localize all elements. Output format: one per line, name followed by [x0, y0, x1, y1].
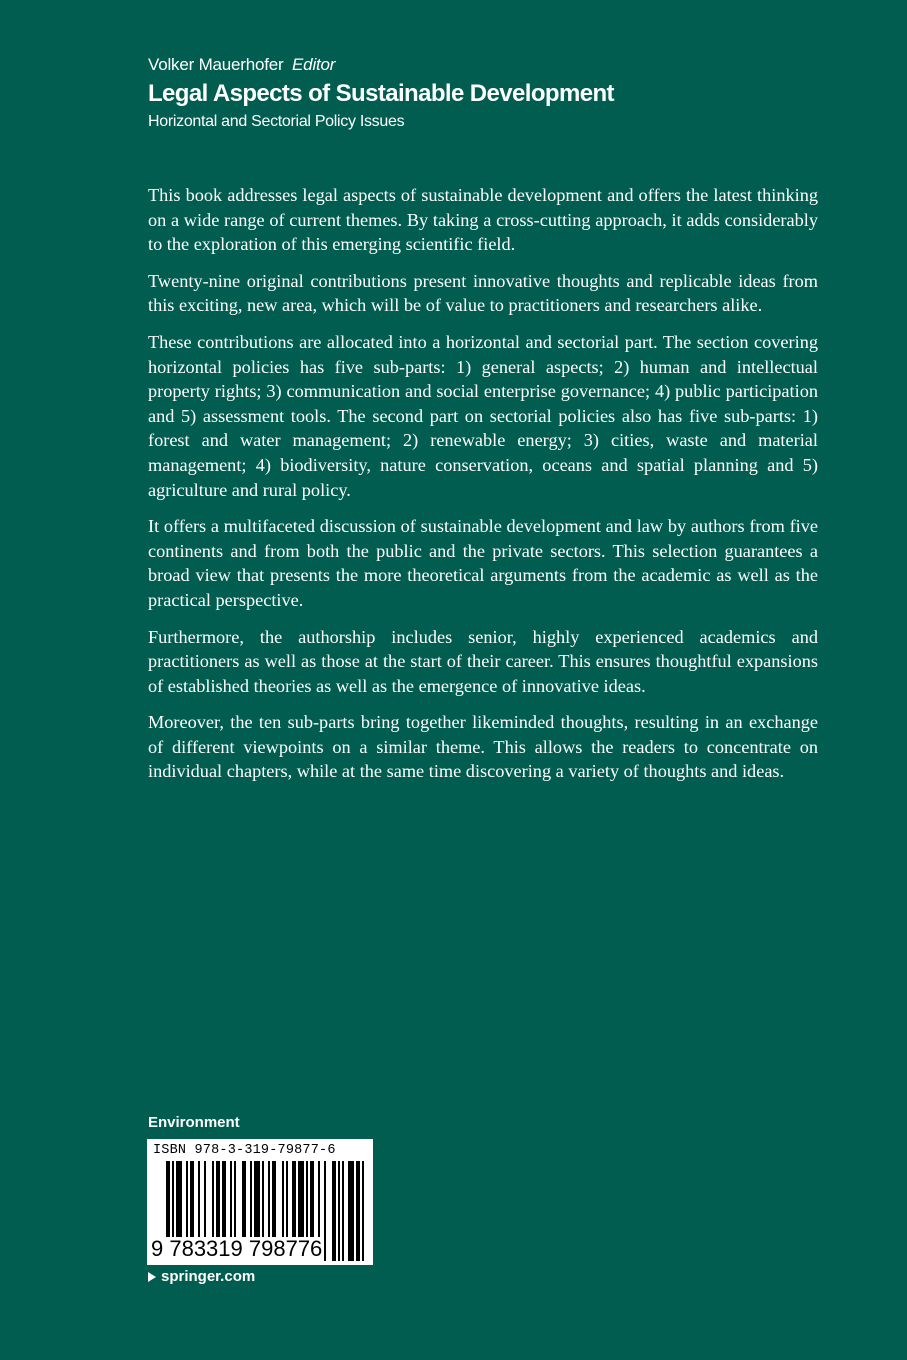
book-title: Legal Aspects of Sustainable Development [148, 80, 614, 107]
isbn-label: ISBN 978-3-319-79877-6 [153, 1143, 336, 1158]
subject-category: Environment [148, 1114, 240, 1131]
triangle-right-icon [148, 1272, 156, 1282]
publisher-link[interactable] [148, 1267, 255, 1287]
barcode-bar [332, 1161, 336, 1261]
editor-line [148, 52, 828, 78]
barcode-bar [362, 1161, 364, 1261]
barcode-bar [348, 1161, 354, 1261]
publisher-link-label: springer.com [161, 1268, 256, 1285]
barcode-bar [356, 1161, 360, 1261]
editor-role: Editor [292, 55, 336, 74]
blurb-paragraph: Twenty-nine original contributions present innovative thoughts and replicable ideas from this exciting, new area, which will be of value to practitioners and researchers alike. [148, 270, 818, 316]
editor-name: Volker Mauerhofer [148, 55, 284, 74]
blurb-paragraph: Furthermore, the authorship includes senior, highly experienced academics and practitioners as well as those at the start of their career. This ensures thoughtful expansions of established theories as well as the emergence of innovative ideas. [148, 626, 818, 696]
book-subtitle: Horizontal and Sectorial Policy Issues [148, 113, 405, 130]
ean-digits: 9 783319 798776 [151, 1236, 323, 1261]
blurb-paragraph: These contributions are allocated into a horizontal and sectorial part. The section covering horizontal policies has five sub-parts: 1) general aspects; 2) human and intellectual property rights; 3) communication and social enterprise governance; 4) public participation and 5) assessment tools. The second part on sectorial policies also has five sub-parts: 1) forest and water management; 2) renewable energy; 3) cities, waste and material management; 4) biodiversity, nature conservation, oceans and spatial planning and 5) agriculture and rural policy. [148, 331, 818, 500]
cover-header [148, 52, 828, 134]
barcode [147, 1139, 373, 1265]
barcode-bar [342, 1161, 344, 1261]
blurb [148, 183, 818, 796]
blurb-paragraph: Moreover, the ten sub-parts bring together likeminded thoughts, resulting in an exchange of different viewpoints on a similar theme. This allows the readers to concentrate on individual chapters, while at the same time discovering a variety of thoughts and ideas. [148, 712, 818, 782]
barcode-bar [324, 1161, 326, 1261]
barcode-bar [338, 1161, 340, 1261]
blurb-paragraph: This book addresses legal aspects of sustainable development and offers the latest thinking on a wide range of current themes. By taking a cross-cutting approach, it adds considerably to the exploration of this emerging scientific field. [148, 185, 818, 255]
blurb-paragraph: It offers a multifaceted discussion of sustainable development and law by authors from five continents and from both the public and the private sectors. This selection guarantees a broad view that presents the more theoretical arguments from the academic as well as the practical perspective. [148, 516, 818, 610]
